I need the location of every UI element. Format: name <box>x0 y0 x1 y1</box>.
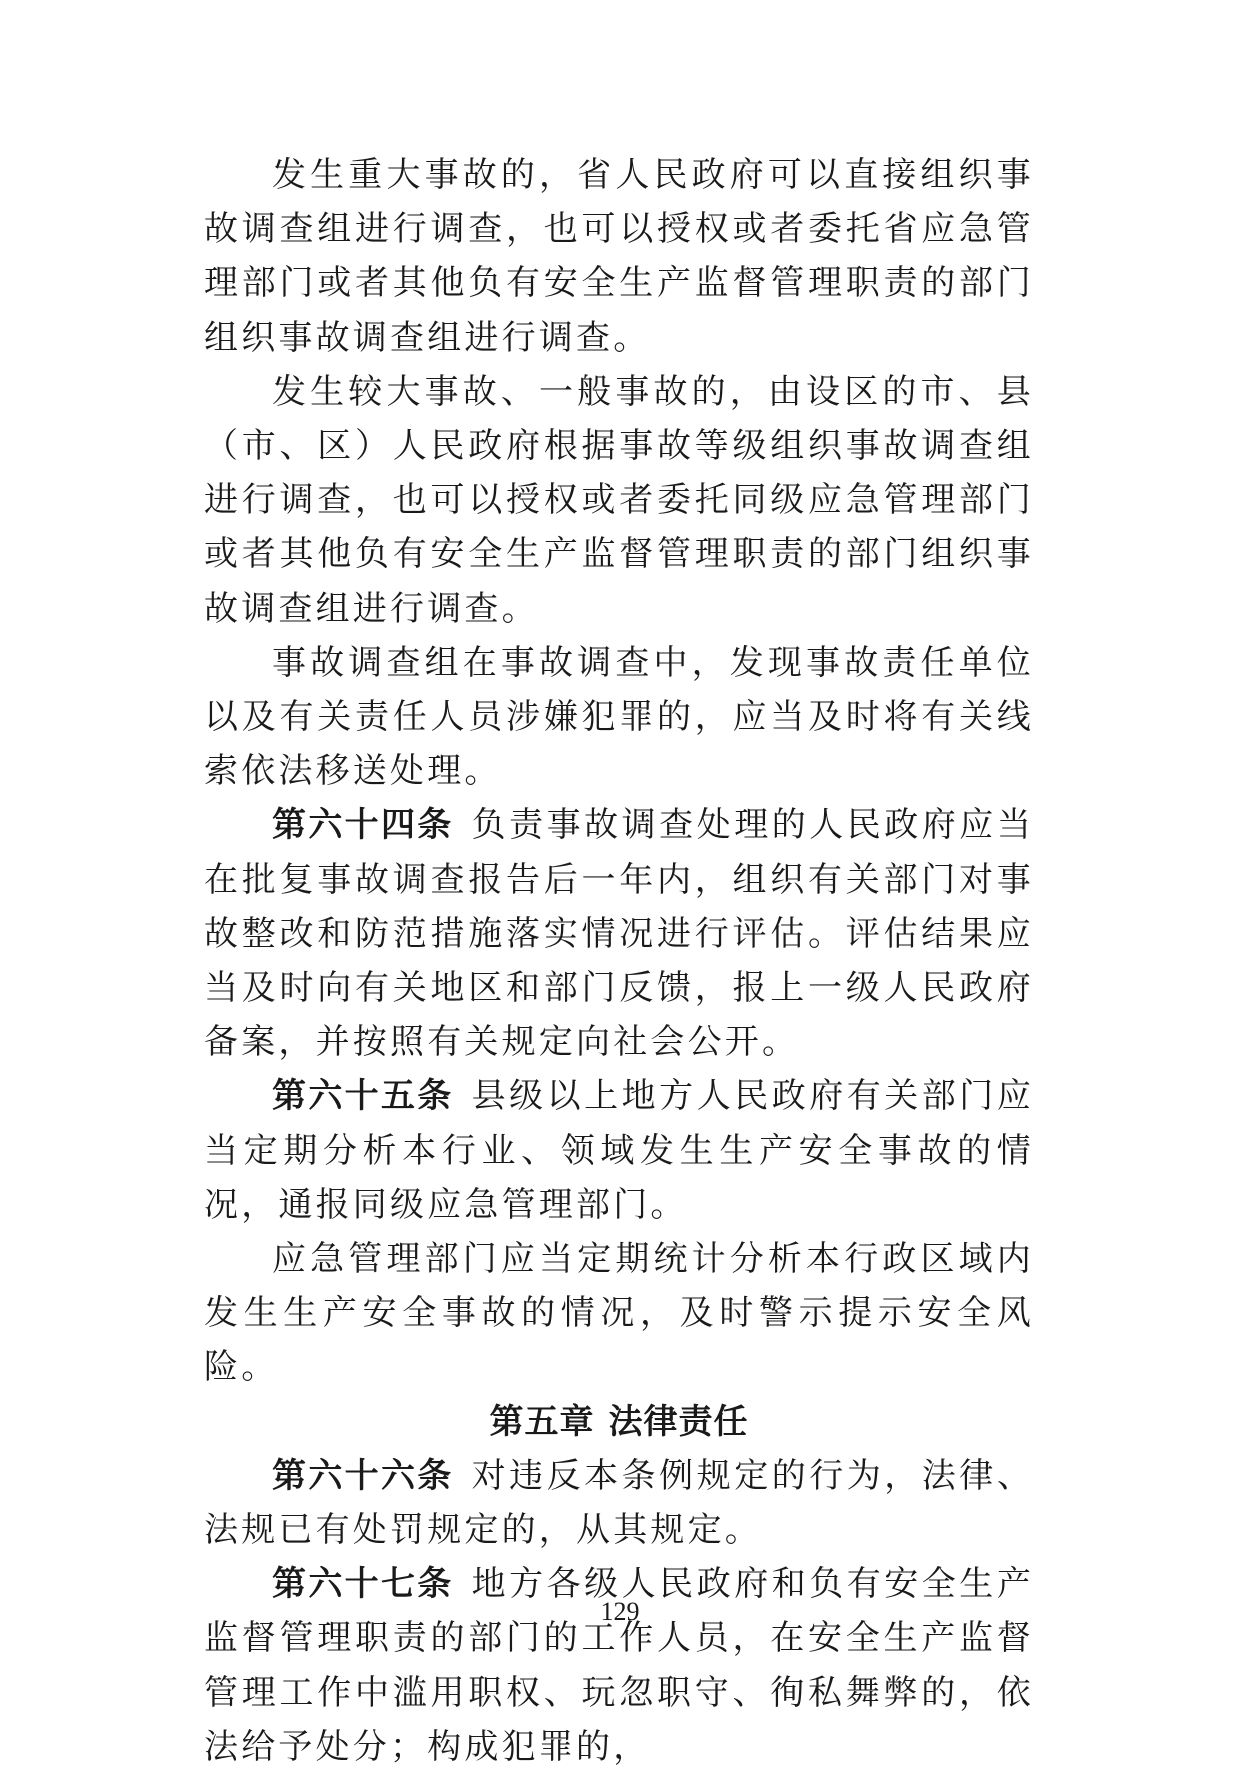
paragraph <box>204 1232 1034 1395</box>
paragraph-text: 对违反本条例规定的行为，法律、法规已有处罚规定的，从其规定。 <box>204 1455 1035 1551</box>
article-64 <box>204 798 1034 1069</box>
article-number: 第六十七条 <box>272 1564 454 1605</box>
chapter-title: 法律责任 <box>608 1401 749 1442</box>
paragraph <box>204 365 1034 636</box>
paragraph-text: 事故调查组在事故调查中，发现事故责任单位以及有关责任人员涉嫌犯罪的，应当及时将有关线索依法移送处理。 <box>204 642 1034 792</box>
paragraph-text: 发生重大事故的，省人民政府可以直接组织事故调查组进行调查，也可以授权或者委托省应急管理部门或者其他负有安全生产监督管理职责的部门组织事故调查组进行调查。 <box>204 155 1034 358</box>
paragraph-text: 县级以上地方人民政府有关部门应当定期分析本行业、领域发生生产安全事故的情况，通报同级应急管理部门。 <box>204 1076 1035 1225</box>
paragraph <box>204 148 1034 365</box>
chapter-number: 第五章 <box>489 1401 595 1442</box>
paragraph-text: 负责事故调查处理的人民政府应当在批复事故调查报告后一年内，组织有关部门对事故整改和防范措施落实情况进行评估。评估结果应当及时向有关地区和部门反馈，报上一级人民政府备案，并按照有关规定向社会公开。 <box>204 805 1035 1063</box>
article-67 <box>204 1557 1034 1774</box>
article-65 <box>204 1069 1034 1232</box>
article-66 <box>204 1449 1034 1557</box>
paragraph-text: 应急管理部门应当定期统计分析本行政区域内发生生产安全事故的情况，及时警示提示安全风险。 <box>204 1239 1034 1388</box>
article-number: 第六十六条 <box>272 1455 454 1496</box>
chapter-heading <box>204 1395 1034 1449</box>
paragraph-text: 地方各级人民政府和负有安全生产监督管理职责的部门的工作人员，在安全生产监督管理工作中滥用职权、玩忽职守、徇私舞弊的，依法给予处分；构成犯罪的， <box>204 1564 1035 1767</box>
paragraph-text: 发生较大事故、一般事故的，由设区的市、县（市、区）人民政府根据事故等级组织事故调查组进行调查，也可以授权或者委托同级应急管理部门或者其他负有安全生产监督管理职责的部门组织事故调查组进行调查。 <box>204 371 1034 629</box>
page-number: 129 <box>600 1597 640 1626</box>
page-body <box>204 148 1034 1774</box>
article-number: 第六十五条 <box>272 1076 454 1117</box>
paragraph <box>204 636 1034 799</box>
article-number: 第六十四条 <box>272 805 454 846</box>
